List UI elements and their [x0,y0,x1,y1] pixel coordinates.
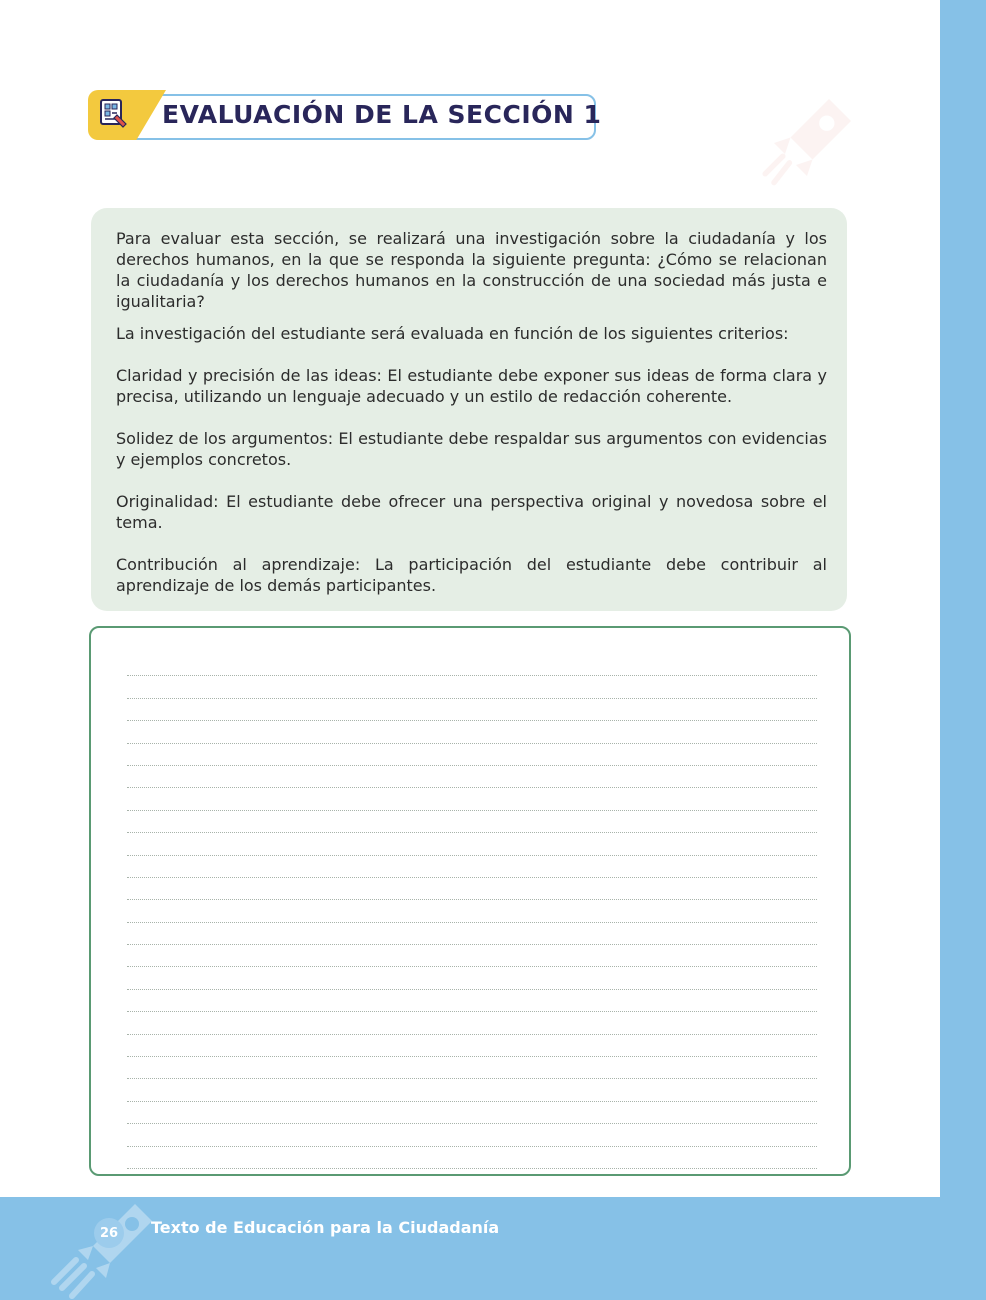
criterion-clarity: Claridad y precisión de las ideas: El estudiante debe exponer sus ideas de forma clara y precisa, utilizando un lenguaje adecuado y un estilo de redacción coherente. [116,366,827,406]
writing-line [127,1012,817,1034]
book-title: Texto de Educación para la Ciudadanía [151,1218,500,1237]
writing-line [127,1102,817,1124]
writing-line [127,1035,817,1057]
writing-line [127,1124,817,1146]
answer-lines [127,654,817,1169]
writing-line [127,676,817,698]
writing-line [127,788,817,810]
criterion-arguments: Solidez de los argumentos: El estudiante debe respaldar sus argumentos con evidencias y ejemplos concretos. [116,429,827,469]
writing-line [127,766,817,788]
criteria-lead: La investigación del estudiante será evaluada en función de los siguientes criterios: [116,324,789,343]
section-title: EVALUACIÓN DE LA SECCIÓN 1 [162,100,602,129]
writing-line [127,833,817,855]
writing-line [127,990,817,1012]
writing-line [127,654,817,676]
writing-line [127,811,817,833]
writing-line [127,1147,817,1169]
instructions-box [91,208,847,611]
intro-paragraph: Para evaluar esta sección, se realizará una investigación sobre la ciudadanía y los derechos humanos, en la que se responda la siguiente pregunta: ¿Cómo se relacionan la ciudadanía y los derechos humanos en la construcción de una sociedad más justa e igualitaria? [116,229,827,311]
writing-line [127,900,817,922]
writing-line [127,699,817,721]
criterion-originality: Originalidad: El estudiante debe ofrecer una perspectiva original y novedosa sobre el tema. [116,492,827,532]
criterion-contribution: Contribución al aprendizaje: La participación del estudiante debe contribuir al aprendizaje de los demás participantes. [116,555,827,595]
writing-line [127,878,817,900]
rocket-watermark-icon [752,88,862,198]
writing-line [127,856,817,878]
evaluation-icon [96,96,130,130]
answer-writing-area[interactable] [89,626,851,1176]
rocket-footer-icon [40,1196,160,1300]
writing-line [127,1079,817,1101]
writing-line [127,744,817,766]
writing-line [127,923,817,945]
page-side-band [940,0,986,1300]
page-number: 26 [94,1218,124,1248]
writing-line [127,721,817,743]
writing-line [127,945,817,967]
writing-line [127,1057,817,1079]
writing-line [127,967,817,989]
